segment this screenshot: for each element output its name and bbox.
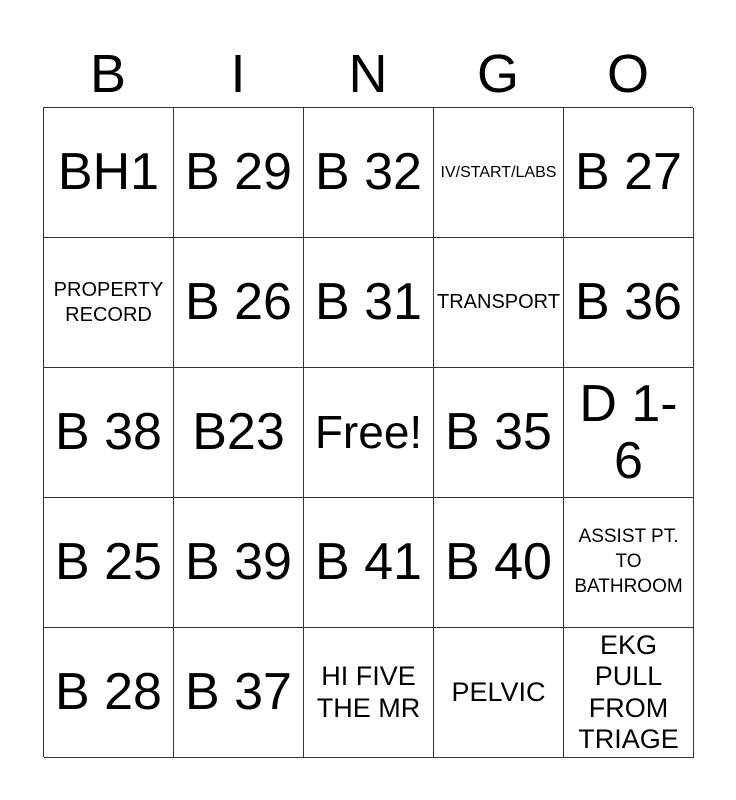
cell-label: B 35 xyxy=(445,403,552,462)
bingo-cell-r4-c2[interactable] xyxy=(174,498,304,628)
bingo-cell-r2-c5[interactable] xyxy=(564,238,694,368)
header-letter-i: I xyxy=(230,44,246,104)
bingo-cell-r4-c4[interactable] xyxy=(434,498,564,628)
bingo-cell-r1-c5[interactable] xyxy=(564,108,694,238)
cell-label: B 36 xyxy=(575,273,682,332)
cell-label: B 28 xyxy=(55,663,162,722)
bingo-cell-r4-c5[interactable] xyxy=(564,498,694,628)
header-letter-n: N xyxy=(348,44,388,104)
cell-label: IV/START/LABS xyxy=(440,163,557,181)
bingo-cell-r5-c5[interactable] xyxy=(564,628,694,758)
cell-label: Free! xyxy=(314,405,423,458)
bingo-cell-r2-c3[interactable] xyxy=(304,238,434,368)
bingo-cell-r3-c5[interactable] xyxy=(564,368,694,498)
bingo-cell-r5-c2[interactable] xyxy=(174,628,304,758)
cell-label: B 40 xyxy=(445,533,552,592)
bingo-cell-r5-c1[interactable] xyxy=(44,628,174,758)
cell-label: B 38 xyxy=(55,403,162,462)
bingo-cell-r5-c4[interactable] xyxy=(434,628,564,758)
cell-label: ASSIST PT. TO BATHROOM xyxy=(574,526,683,597)
cell-label: EKG PULL FROM TRIAGE xyxy=(578,630,679,754)
bingo-cell-r4-c1[interactable] xyxy=(44,498,174,628)
cell-label: B 32 xyxy=(315,143,422,202)
bingo-cell-r1-c3[interactable] xyxy=(304,108,434,238)
bingo-cell-r3-c4[interactable] xyxy=(434,368,564,498)
cell-label: HI FIVE THE MR xyxy=(316,661,421,723)
bingo-cell-free-space[interactable] xyxy=(304,368,434,498)
bingo-board xyxy=(43,107,693,757)
bingo-cell-r1-c1[interactable] xyxy=(44,108,174,238)
bingo-cell-r1-c2[interactable] xyxy=(174,108,304,238)
cell-label: B 26 xyxy=(185,273,292,332)
bingo-cell-r2-c4[interactable] xyxy=(434,238,564,368)
cell-label: PROPERTY RECORD xyxy=(53,278,164,326)
cell-label: B 29 xyxy=(185,143,292,202)
cell-label: B 41 xyxy=(315,533,422,592)
cell-label: PELVIC xyxy=(451,676,546,707)
header-letter-b: B xyxy=(89,44,127,104)
cell-label: B23 xyxy=(192,403,285,462)
bingo-cell-r2-c2[interactable] xyxy=(174,238,304,368)
bingo-cell-r3-c2[interactable] xyxy=(174,368,304,498)
bingo-cell-r3-c1[interactable] xyxy=(44,368,174,498)
cell-label: B 27 xyxy=(575,143,682,202)
cell-label: BH1 xyxy=(57,143,160,202)
bingo-cell-r4-c3[interactable] xyxy=(304,498,434,628)
cell-label: TRANSPORT xyxy=(437,291,560,313)
bingo-cell-r1-c4[interactable] xyxy=(434,108,564,238)
cell-label: B 31 xyxy=(315,273,422,332)
cell-label: B 25 xyxy=(55,533,162,592)
bingo-header xyxy=(43,40,693,108)
bingo-cell-r2-c1[interactable] xyxy=(44,238,174,368)
bingo-cell-r5-c3[interactable] xyxy=(304,628,434,758)
cell-label: D 1-6 xyxy=(579,375,678,490)
header-letter-g: G xyxy=(476,44,519,104)
header-letter-o: O xyxy=(606,44,649,104)
cell-label: B 37 xyxy=(185,663,292,722)
cell-label: B 39 xyxy=(185,533,292,592)
